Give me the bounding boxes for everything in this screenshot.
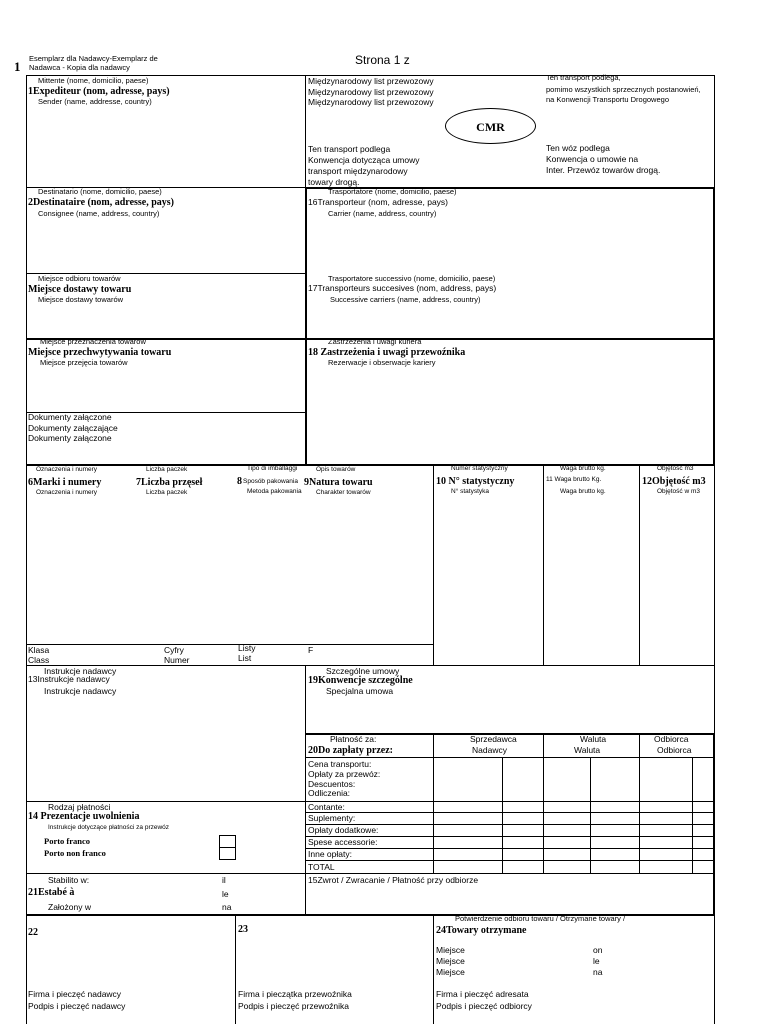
page-number: 1 — [14, 59, 21, 74]
col-10-top: Numer statystyczny — [451, 465, 508, 472]
col-12-top: Objętość m3 — [657, 465, 694, 472]
field-2-it: Destinatario (nome, domicilio, paese) — [38, 187, 162, 196]
klasa-label: Klasa — [28, 645, 50, 655]
rule — [26, 644, 434, 645]
intl-right-1: Ten transport podlega, — [546, 73, 621, 82]
copy-line-2: Nadawca - Kopia dla nadawcy — [29, 63, 130, 72]
col-11-bottom: Waga brutto kg. — [560, 488, 606, 495]
numer-label: Numer — [164, 655, 190, 665]
charge-row-5: Contante: — [308, 802, 345, 812]
col-11-mid: 11 Waga brutto Kg. — [546, 476, 602, 483]
charge-row-1: Cena transportu: — [308, 759, 372, 769]
charge-row-7: Opłaty dodatkowe: — [308, 825, 379, 835]
field-5-line-3: Dokumenty załączone — [28, 433, 112, 443]
col-7-title: 7Liczba przęseł — [136, 477, 203, 488]
field-21-le: le — [222, 889, 229, 899]
porto-non-franco-checkbox[interactable] — [219, 847, 236, 860]
field-19-title: 19Konwencje szczególne — [308, 675, 413, 686]
field-4-small: Miejsce przeznaczenia towarów — [40, 337, 146, 346]
intl-bottom-1: Ten transport podlega — [308, 144, 391, 154]
field-20-small: Płatność za: — [330, 734, 377, 744]
field-15-title: 15Zwrot / Zwracanie / Płatność przy odbiorze — [308, 875, 479, 885]
charge-row-3: Descuentos: — [308, 779, 356, 789]
intl-line-1: Międzynarodowy list przewozowy — [308, 76, 434, 86]
field-13-title: 13Instrukcje nadawcy — [28, 674, 110, 684]
intl-line-3: Międzynarodowy list przewozowy — [308, 97, 434, 107]
field-21-na: na — [222, 902, 232, 912]
consignee-col-1: Odbiorca — [654, 734, 689, 744]
field-3-small: Miejsce odbioru towarów — [38, 274, 121, 283]
col-7-top: Liczba paczek — [146, 466, 188, 473]
rule — [305, 860, 714, 861]
field-24-title: 24Towary otrzymane — [436, 925, 527, 936]
field-1-en: Sender (name, addresse, country) — [38, 97, 152, 106]
field-1-it: Mittente (nome, domicilio, paese) — [38, 76, 149, 85]
rule — [26, 75, 27, 1024]
intl-bottom-4: towary drogą. — [308, 177, 360, 187]
field-21-small: Stabilito w: — [48, 875, 90, 885]
col-9-title: 9Natura towaru — [304, 477, 373, 488]
col-11-top: Waga brutto kg. — [560, 465, 606, 472]
charge-row-9: Inne opłaty: — [308, 849, 352, 859]
field-1-title: 1Expediteur (nom, adresse, pays) — [28, 86, 170, 97]
field-3-title: Miejsce dostawy towaru — [28, 284, 132, 295]
field-2-title: 2Destinataire (nom, adresse, pays) — [28, 197, 175, 208]
col-12-title: 12Objętość m3 — [642, 476, 706, 487]
field-18-small: Zastrzeżenia i uwagi kuriera — [328, 337, 422, 346]
intl-right-2: pomimo wszystkich sprzecznych postanowień, — [546, 85, 701, 94]
class-label: Class — [28, 655, 50, 665]
intl-col-3: Inter. Przewóz towarów drogą. — [546, 165, 661, 175]
rule — [543, 465, 544, 666]
field-17-en: Successive carriers (name, address, country) — [330, 295, 481, 304]
sender-col-2: Nadawcy — [472, 745, 507, 755]
intl-line-2: Międzynarodowy list przewozowy — [308, 87, 434, 97]
field-13-small: Instrukcje nadawcy — [44, 666, 117, 676]
field-19-small: Szczególne umowy — [326, 666, 400, 676]
field-24-on: on — [593, 945, 603, 955]
rule — [305, 757, 714, 758]
col-9-top: Opis towarów — [316, 466, 356, 473]
field-18-title: 18 Zastrzeżenia i uwagi przewoźnika — [308, 347, 466, 358]
col-9-bottom: Charakter towarów — [316, 489, 371, 496]
field-24-line-2: Podpis i pieczęć odbiorcy — [436, 1001, 532, 1011]
field-14-en: Instrukcje dotyczące płatności za przewóz — [48, 824, 170, 831]
porto-franco-label: Porto franco — [44, 836, 91, 846]
field-21-il: il — [222, 875, 226, 885]
field-24-le: le — [593, 956, 600, 966]
cmr-text: CMR — [476, 120, 505, 134]
consignee-col-2: Odbiorca — [657, 745, 692, 755]
rule — [639, 465, 640, 666]
field-22-line-1: Firma i pieczęć nadawcy — [28, 989, 122, 999]
rule — [235, 915, 236, 1024]
cmr-logo — [445, 108, 536, 144]
intl-col-2: Konwencja o umowie na — [546, 154, 639, 164]
porto-non-franco-label: Porto non franco — [44, 848, 106, 858]
field-2-en: Consignee (name, address, country) — [38, 209, 160, 218]
col-8-number: 8 — [237, 476, 242, 487]
field-24-na: na — [593, 967, 603, 977]
field-24-place-2: Miejsce — [436, 956, 465, 966]
rule — [26, 464, 715, 466]
col-12-bottom: Objętość w m3 — [657, 488, 700, 495]
rule — [590, 757, 591, 874]
col-7-bottom: Liczba paczek — [146, 489, 188, 496]
col-6-bottom: Oznaczenia i numery — [36, 489, 98, 496]
field-23-line-2: Podpis i pieczęć przewoźnika — [238, 1001, 350, 1011]
field-4-en: Miejsce przejęcia towarów — [40, 358, 128, 367]
field-17-it: Trasportatore successivo (nome, domicilio, paese) — [328, 274, 496, 283]
field-14-small: Rodzaj płatności — [48, 802, 111, 812]
rule — [305, 665, 306, 915]
field-14-title: 14 Prezentacje uwolnienia — [28, 811, 140, 822]
field-16-it: Trasportatore (nome, domicilio, paese) — [328, 187, 457, 196]
rule — [543, 734, 544, 874]
field-17-title: 17Transporteurs succesives (nom, address, pays) — [308, 283, 497, 293]
charge-row-6: Suplementy: — [308, 813, 356, 823]
col-10-title: 10 N° statystyczny — [436, 476, 515, 487]
field-23-line-1: Firma i pieczątka przewoźnika — [238, 989, 352, 999]
list-label: List — [238, 653, 252, 663]
col-8-top: Tipo di imballaggi — [247, 465, 298, 472]
intl-col-1: Ten wóz podlega — [546, 143, 610, 153]
currency-col-2: Waluta — [574, 745, 601, 755]
charge-row-total: TOTAL — [308, 862, 335, 872]
field-4-title: Miejsce przechwytywania towaru — [28, 347, 172, 358]
col-8-bottom: Metoda pakowania — [247, 488, 302, 495]
rule — [305, 848, 714, 849]
field-24-small: Potwierdzenie odbioru towaru / Otrzymane towary / — [455, 914, 626, 923]
field-3-en: Miejsce dostawy towarów — [38, 295, 124, 304]
intl-bottom-3: transport międzynarodowy — [308, 166, 408, 176]
rule — [305, 812, 714, 813]
page-counter: Strona 1 z — [355, 53, 410, 67]
field-16-en: Carrier (name, address, country) — [328, 209, 437, 218]
cyfry-label: Cyfry — [164, 645, 184, 655]
rule — [433, 465, 434, 666]
field-18-en: Rezerwacje i obserwacje kariery — [328, 358, 436, 367]
field-24-place-1: Miejsce — [436, 945, 465, 955]
rule — [305, 187, 307, 466]
field-21-en: Założony w — [48, 902, 91, 912]
charge-row-2: Opłaty za przewóz: — [308, 769, 381, 779]
charge-row-8: Spese accessorie: — [308, 837, 378, 847]
rule — [433, 915, 434, 1024]
rule — [692, 757, 693, 874]
field-5-line-1: Dokumenty załączone — [28, 412, 112, 422]
rule — [502, 757, 503, 874]
field-24-line-1: Firma i pieczęć adresata — [436, 989, 529, 999]
f-label: F — [308, 645, 314, 655]
field-5-line-2: Dokumenty załączające — [28, 423, 118, 433]
field-20-title: 20Do zapłaty przez: — [308, 745, 393, 756]
rule — [713, 187, 715, 466]
currency-col-1: Waluta — [580, 734, 607, 744]
field-19-en: Specjalna umowa — [326, 686, 394, 696]
copy-line-1: Esemplarz dla Nadawcy-Exemplarz de — [29, 54, 158, 63]
rule — [639, 734, 640, 874]
rule — [305, 801, 714, 802]
sender-col-1: Sprzedawca — [470, 734, 517, 744]
col-8-mid: Sposób pakowania — [243, 478, 298, 485]
listy-label: Listy — [238, 643, 256, 653]
field-13-en: Instrukcje nadawcy — [44, 686, 117, 696]
rule — [433, 734, 434, 874]
field-23-number: 23 — [238, 924, 248, 935]
charge-row-4: Odliczenia: — [308, 788, 351, 798]
field-24-place-3: Miejsce — [436, 967, 465, 977]
field-16-title: 16Transporteur (nom, adresse, pays) — [308, 197, 448, 207]
field-22-line-2: Podpis i pieczęć nadawcy — [28, 1001, 126, 1011]
col-6-top: Oznaczenia i numery — [36, 466, 98, 473]
rule — [305, 873, 714, 874]
intl-bottom-2: Konwencja dotycząca umowy — [308, 155, 420, 165]
field-22-number: 22 — [28, 927, 38, 938]
col-10-bottom: N° statystyka — [451, 488, 489, 495]
intl-right-3: na Konwencji Transportu Drogowego — [546, 95, 669, 104]
rule — [26, 873, 306, 874]
col-6-title: 6Marki i numery — [28, 477, 102, 488]
field-21-title: 21Estabé à — [28, 887, 75, 898]
